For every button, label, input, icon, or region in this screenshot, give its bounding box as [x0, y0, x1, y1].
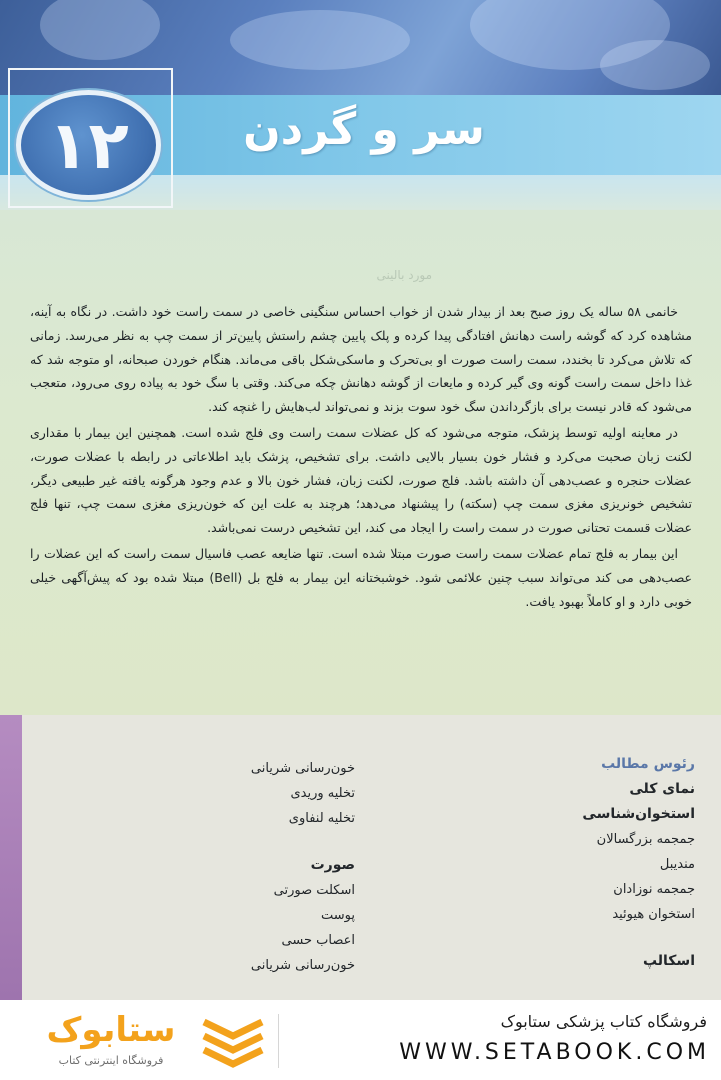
- outline-item: تخلیه لنفاوی: [288, 811, 355, 826]
- header-background: [0, 0, 721, 100]
- store-name: فروشگاه کتاب پزشکی ستابوک: [500, 1012, 707, 1031]
- case-paragraph: خانمی ۵۸ ساله یک روز صبح بعد از بیدار شدن از خواب احساس سنگینی خاصی در سمت راست خود داشت. در نگاه به آینه، مشاهده کرد که گوشه راست دهانش افتادگی پیدا کرده و پلک پایین چشم راستش پایین‌تر از سمت چپ به نظر می‌رسد. زمانی که تلاش می‌کرد تا بخندد، سمت راست صورت او بی‌تحرک و ماسکی‌شکل باقی می‌ماند. هنگام خوردن صبحانه، او متوجه شد که غذا داخل سمت راست گونه وی گیر کرده و مایعات از گوشه دهانش چکه می‌کند. وقتی با سگ خود به پیاده روی می‌رود، متعجب می‌شود که قادر نیست برای بازگرداندن سگ خود سوت بزند و نمی‌تواند لب‌هایش را غنچه کند.: [30, 304, 692, 415]
- outline-subheading: صورت: [310, 857, 355, 873]
- outline-item: خون‌رسانی شریانی: [250, 761, 355, 776]
- skeleton-decoration: [600, 40, 710, 90]
- logo-divider: [278, 1014, 279, 1068]
- outline-item: نمای کلی: [629, 781, 695, 797]
- case-paragraph: در معاینه اولیه توسط پزشک، متوجه می‌شود که کل عضلات سمت راست وی فلج شده است. همچنین این بیمار با مقداری لکنت زبان صحبت می‌کرد و فشار خون بسیار بالایی داشت. برای تشخیص، پزشک باید اطلاعاتی در رابطه با عضلات صورت، عضلات حنجره و عصب‌دهی آن داشته باشد. فلج صورت، لکنت زبان، فشار خون بالا و عدم وجود هرگونه یافته غیر طبیعی دیگر، تشخیص خونریزی مغزی سمت چپ (سکته) را پیشنهاد می‌دهد؛ هرچند به علت این که خون‌ریزی مغزی سمت چپ، تنها فلج عضلات قسمت تحتانی صورت در سمت راست را ایجاد می کند، این تشخیص درست نمی‌باشد.: [30, 424, 692, 536]
- outline-item: اعصاب حسی: [281, 933, 355, 948]
- frame-line: [8, 68, 173, 70]
- skeleton-decoration: [40, 0, 160, 60]
- side-accent-bar: [0, 715, 22, 1000]
- outline-item: خون‌رسانی شریانی: [250, 958, 355, 973]
- outline-item: جمجمه بزرگسالان: [596, 832, 695, 847]
- case-text: [30, 300, 692, 615]
- logo-subtitle: فروشگاه اینترنتی کتاب: [58, 1054, 164, 1067]
- outline-item: جمجمه نوزادان: [613, 882, 695, 897]
- chapter-badge: [16, 90, 161, 200]
- outline-item: اسکلت صورتی: [273, 883, 355, 898]
- frame-line: [8, 206, 173, 208]
- outline-item: اسکالپ: [642, 953, 695, 969]
- outline-heading: رئوس مطالب: [601, 756, 695, 772]
- outline-item: پوست: [321, 908, 355, 923]
- chapter-title: سر و گردن: [243, 104, 485, 155]
- frame-line: [171, 68, 173, 208]
- outline-item: تخلیه وریدی: [290, 786, 355, 801]
- logo-wordmark: ستابوک: [46, 1010, 176, 1050]
- outline-item: استخوان‌شناسی: [582, 806, 695, 822]
- frame-line: [8, 68, 10, 208]
- case-faint-label: مورد بالینی: [376, 268, 432, 282]
- outline-item: استخوان هیوئید: [612, 907, 695, 922]
- outline-right-column: [470, 752, 695, 974]
- case-paragraph: این بیمار به فلج تمام عضلات سمت راست صورت مبتلا شده است. تنها ضایعه عصب فاسیال سمت راست که این عضلات را عصب‌دهی می کند می‌تواند سبب چنین علائمی شود. خوشبختانه این بیمار به فلج بل (Bell) مبتلا شده بود که پیش‌آگهی خیلی خوبی دارد و او کاملاً بهبود یافت.: [30, 545, 692, 609]
- outline-left-column: [130, 756, 355, 978]
- chevron-logo-icon: [200, 1016, 266, 1068]
- chapter-number: ۱۲: [48, 106, 129, 184]
- store-url-link[interactable]: WWW.SETABOOK.COM: [399, 1040, 710, 1065]
- outline-item: مندیبل: [659, 857, 695, 872]
- skeleton-decoration: [230, 10, 410, 70]
